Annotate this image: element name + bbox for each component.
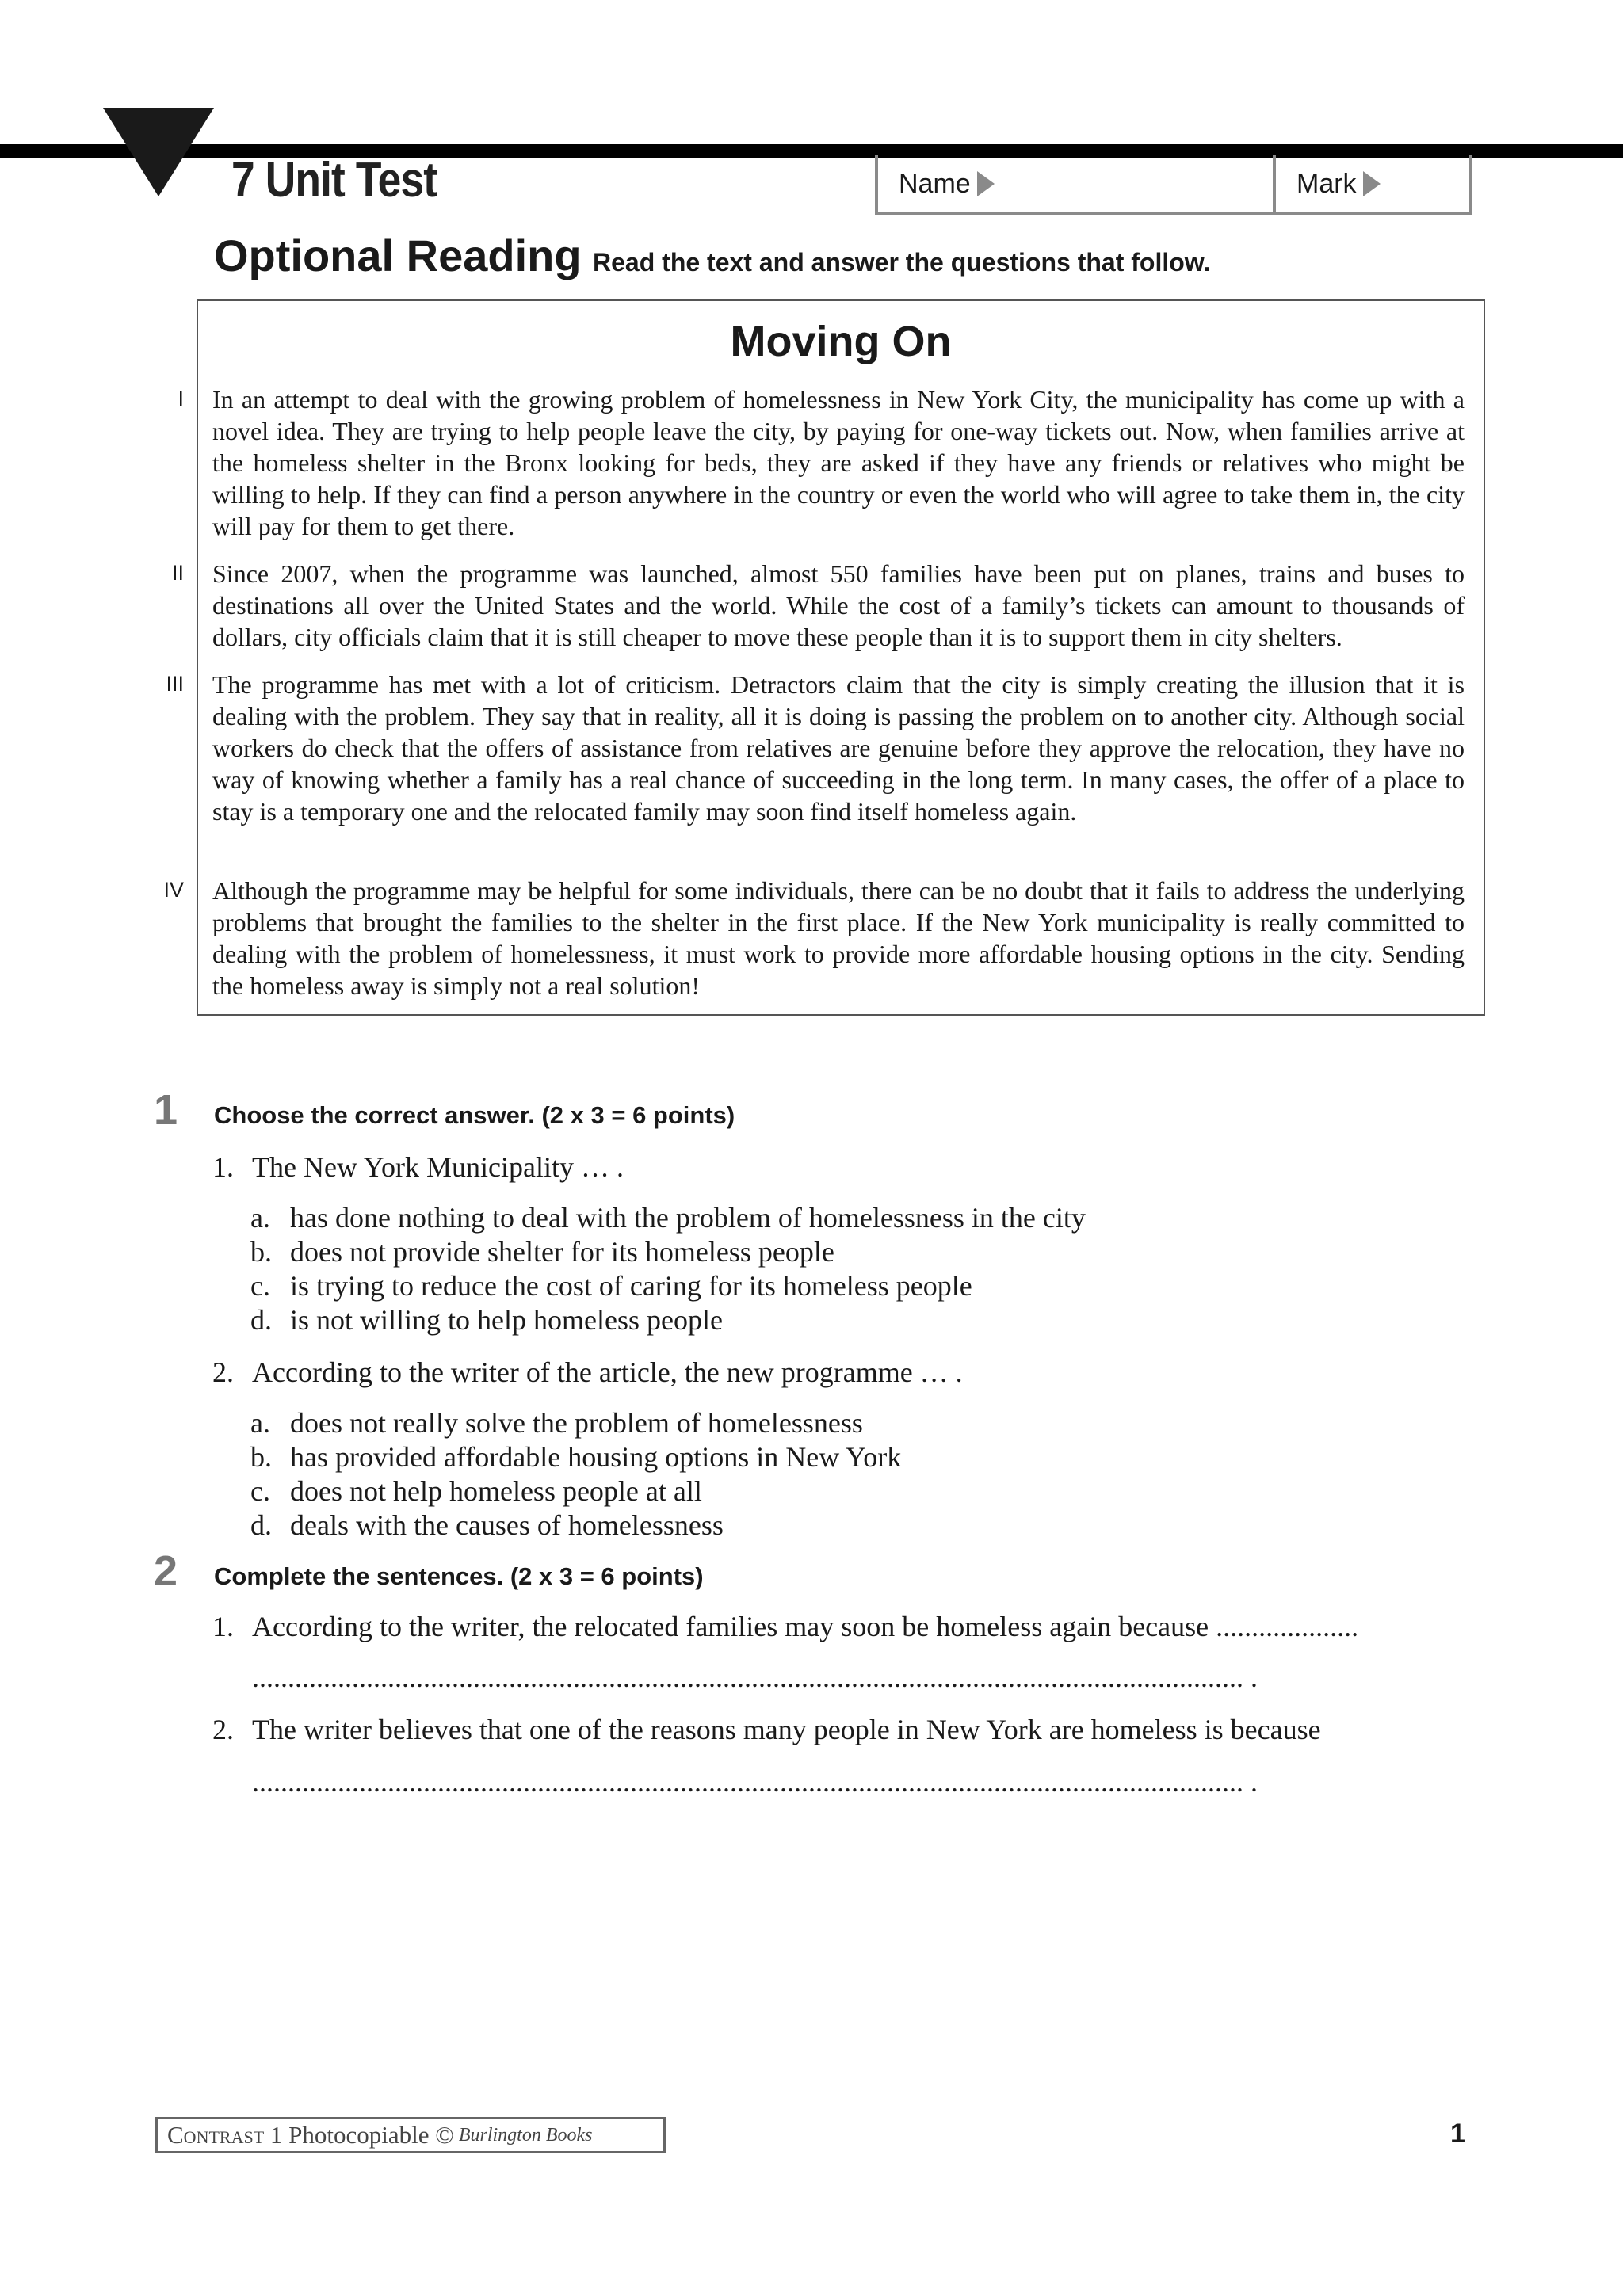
answer-option[interactable]	[250, 1406, 863, 1440]
item-text: The New York Municipality … .	[252, 1151, 624, 1183]
reading-title: Moving On	[730, 318, 952, 365]
unit-title: 7 Unit Test	[231, 153, 437, 208]
answer-option[interactable]	[250, 1474, 702, 1508]
option-letter: b.	[250, 1236, 272, 1268]
question-item	[212, 1713, 1321, 1746]
paragraph-number: IV	[163, 878, 184, 902]
footer-publisher: Burlington Books	[458, 2124, 593, 2145]
item-text: The writer believes that one of the reasons many people in New York are homeless is because	[252, 1714, 1321, 1745]
option-text: deals with the causes of homelessness	[290, 1509, 724, 1541]
paragraph: In an attempt to deal with the growing problem of homelessness in New York City, the municipality has come up with a novel idea. They are trying to help people leave the city, by paying for one-way tickets out. Now, when families arrive at the homeless shelter in the Bronx looking for beds, they are asked if they have any friends or relatives who might be willing to help. If they can find a person anywhere in the country or even the world who will agree to take them in, the city will pay for them to get there.	[212, 385, 1465, 540]
item-number: 1.	[212, 1611, 234, 1642]
option-letter: a.	[250, 1202, 270, 1234]
option-text: has done nothing to deal with the problem of homelessness in the city	[290, 1202, 1086, 1234]
item-text: According to the writer of the article, the new programme … .	[252, 1356, 963, 1388]
copyright-icon: ©	[435, 2121, 454, 2149]
footer-credit	[155, 2117, 666, 2153]
paragraph-number: I	[178, 387, 184, 410]
answer-option[interactable]	[250, 1269, 972, 1302]
section-heading	[214, 230, 1210, 281]
option-letter: b.	[250, 1441, 272, 1473]
option-text: is not willing to help homeless people	[290, 1304, 723, 1336]
answer-option[interactable]	[250, 1440, 901, 1474]
option-text: does not provide shelter for its homeless people	[290, 1236, 834, 1268]
arrow-right-icon	[977, 171, 995, 196]
item-text: According to the writer, the relocated families may soon be homeless again because ....................	[252, 1611, 1359, 1642]
paragraph-number: III	[166, 672, 184, 696]
mark-field[interactable]	[1273, 155, 1472, 215]
question-number: 1	[154, 1086, 178, 1134]
section-instruction: Read the text and answer the questions that follow.	[593, 248, 1211, 277]
option-text: does not help homeless people at all	[290, 1475, 702, 1507]
paragraph-number: II	[171, 561, 184, 585]
question-item	[212, 1356, 963, 1389]
question-number: 2	[154, 1547, 178, 1595]
option-letter: d.	[250, 1304, 272, 1336]
answer-option[interactable]	[250, 1303, 723, 1337]
item-number: 1.	[212, 1151, 234, 1183]
option-letter: c.	[250, 1475, 270, 1507]
triangle-marker-icon	[103, 108, 214, 196]
option-text: is trying to reduce the cost of caring for its homeless people	[290, 1270, 972, 1302]
question-heading: Choose the correct answer. (2 x 3 = 6 points)	[214, 1101, 735, 1129]
paragraph: Although the programme may be helpful for some individuals, there can be no doubt that it fails to address the underlying problems that brought the families to the shelter in the first place. If the New York municipality is really committed to dealing with the problem of homelessness, it must work to provide more affordable housing options in the city. Sending the homeless away is simply not a real solution!	[212, 876, 1465, 1000]
answer-option[interactable]	[250, 1235, 834, 1268]
answer-line[interactable]: ........................................................................................................................................... .	[252, 1766, 1258, 1798]
arrow-right-icon	[1363, 171, 1381, 196]
question-item	[212, 1150, 624, 1184]
answer-option[interactable]	[250, 1201, 1086, 1234]
item-number: 2.	[212, 1714, 234, 1745]
option-letter: c.	[250, 1270, 270, 1302]
option-letter: a.	[250, 1407, 270, 1439]
footer-brand: Contrast	[167, 2121, 265, 2149]
name-field[interactable]	[875, 155, 1276, 215]
paragraph: The programme has met with a lot of criticism. Detractors claim that the city is simply creating the illusion that it is dealing with the problem. They say that in reality, all it is doing is passing the problem on to another city. Although social workers do check that the offers of assistance from relatives are genuine before they approve the relocation, they have no way of knowing whether a family has a real chance of succeeding in the long term. In many cases, the offer of a place to stay is a temporary one and the relocated family may soon find itself homeless again.	[212, 670, 1465, 826]
question-heading: Complete the sentences. (2 x 3 = 6 points)	[214, 1562, 704, 1590]
mark-label: Mark	[1296, 168, 1357, 199]
page-number: 1	[1450, 2119, 1465, 2149]
option-letter: d.	[250, 1509, 272, 1541]
option-text: does not really solve the problem of homelessness	[290, 1407, 863, 1439]
item-number: 2.	[212, 1356, 234, 1388]
name-label: Name	[899, 168, 971, 199]
answer-line[interactable]: ........................................................................................................................................... .	[252, 1661, 1258, 1693]
option-text: has provided affordable housing options in New York	[290, 1441, 902, 1473]
paragraph: Since 2007, when the programme was launched, almost 550 families have been put on planes, trains and buses to destinations all over the United States and the world. While the cost of a family’s tickets can amount to thousands of dollars, city officials claim that it is still cheaper to move these people than it is to support them in city shelters.	[212, 559, 1465, 651]
footer-level: 1 Photocopiable	[269, 2121, 430, 2149]
question-item	[212, 1610, 1358, 1643]
answer-option[interactable]	[250, 1508, 724, 1542]
section-title: Optional Reading	[214, 231, 582, 280]
